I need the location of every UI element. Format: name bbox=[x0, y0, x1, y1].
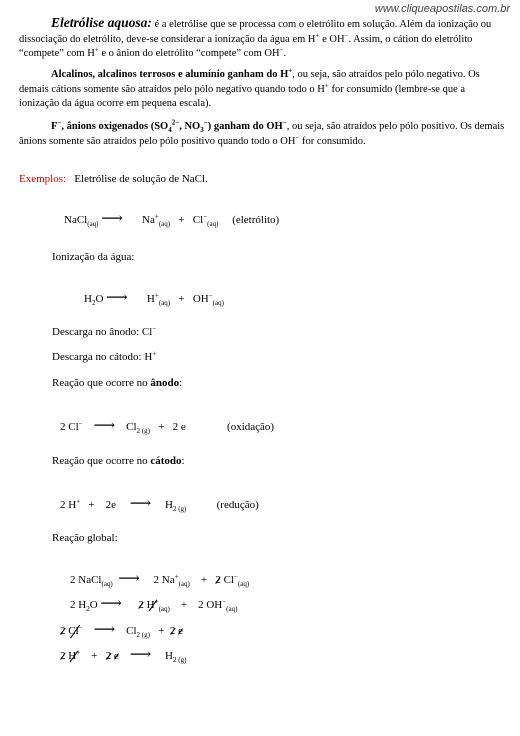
label-reacao-global: Reação global: bbox=[52, 532, 118, 544]
label-descarga-catodo: Descarga no cátodo: H+ bbox=[52, 349, 157, 363]
anions-paragraph: F−, ânions oxigenados ($SO_4^{2-}$, $NO_3^-$) ganham do OH−, ou seja, são atraídos pelo pólo positivo. Os demais ânions somente são atraídos pelo pólo positivo quando todo o OH− for consumido. bbox=[19, 118, 505, 147]
label-reacao-anodo: Reação que ocorre no ânodo: bbox=[52, 377, 183, 389]
cations-bold: Alcalinos, alcalinos terrosos e alumínio ganham do H bbox=[51, 69, 289, 80]
global-line-4: 2 H+ + 2 e ⟶ $H_{2 (g)}$ bbox=[60, 647, 187, 665]
examples-line: Exemplos: Eletrólise de solução de NaCl. bbox=[19, 173, 208, 185]
equation-cathode: 2 H+ + 2e ⟶ $H_{2 (g)}$ (redução) bbox=[60, 496, 259, 514]
examples-label: Exemplos: bbox=[19, 173, 67, 185]
intro-paragraph: Eletrólise aquosa: é a eletrólise que se processa com o eletrólito em solução. Além da ionização ou dissociação do eletrólito, deve-se considerar a ionização da água em H+ e OH−. Assim, o cátion do eletrólito “compete” com H+ e o ânion do eletrólito “compete” com OH−. bbox=[19, 15, 492, 60]
equation-water-ionization: $H_2O$ ⟶ $H^+_{(aq)} + OH^-_{(aq)}$ bbox=[84, 290, 224, 308]
global-line-1: 2 NaCl$_{(aq)}$ ⟶ 2 $Na^+_{(aq)}$ + 2 $Cl^-_{(aq)}$ bbox=[70, 571, 250, 589]
intro-title: Eletrólise aquosa: bbox=[51, 15, 152, 30]
label-ionizacao: Ionização da água: bbox=[52, 251, 135, 263]
label-reacao-catodo: Reação que ocorre no cátodo: bbox=[52, 455, 185, 467]
global-line-3: 2 Cl− ⟶ $Cl_{2 (g)} + 2$ e bbox=[60, 622, 184, 640]
site-url: www.cliqueapostilas.com.br bbox=[374, 3, 510, 15]
equation-anode: 2 Cl− ⟶ $Cl_{2 (g)} + 2$ e (oxidação) bbox=[60, 418, 275, 436]
global-line-2: 2 $H_2O$ ⟶ 2 $H^+_{(aq)}$ + 2 $OH^-_{(aq)}$ bbox=[70, 596, 238, 614]
label-descarga-anodo: Descarga no ânodo: Cl− bbox=[52, 324, 157, 338]
equation-nacl-dissociation: NaCl$_{(aq)}$ ⟶ $Na^+_{(aq)} + Cl^-_{(aq)}$ (eletrólito) bbox=[64, 211, 280, 229]
cations-paragraph: Alcalinos, alcalinos terrosos e alumínio ganham do H+, ou seja, são atraídos pelo pólo negativo. Os demais cátions somente são atraídos pelo pólo negativo quando todo o H+ for consumido (lembre-se que a ionização da água ocorre em pequena escala). bbox=[19, 66, 480, 110]
